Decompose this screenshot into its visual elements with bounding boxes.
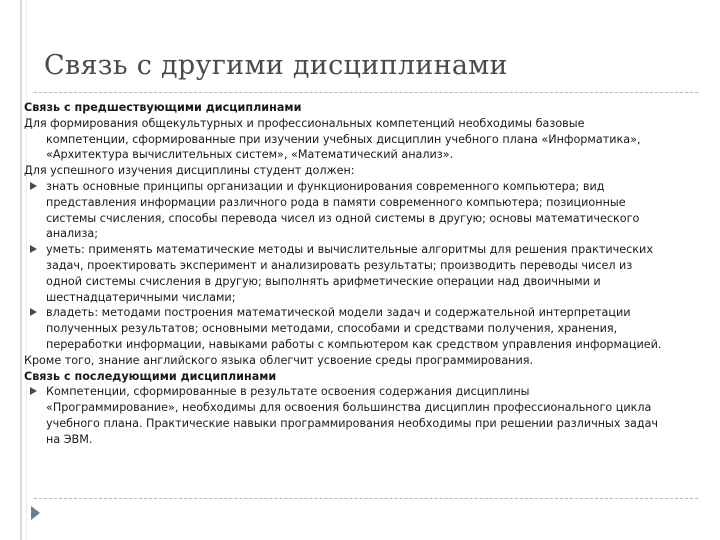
bullet-line: одной системы счисления в другую; выполнять арифметические операции над двоичными и [46, 274, 601, 288]
bullet-know [24, 179, 714, 242]
bullet-line: системы счисления, способы перевода чисел из одной системы в другую; основы математического [46, 211, 640, 225]
intro-line: «Архитектура вычислительных систем», «Математический анализ». [46, 148, 454, 162]
bullet-line: шестнадцатеричными числами; [46, 290, 236, 304]
title-divider [34, 92, 698, 93]
bullet-next [24, 384, 714, 447]
bullet-line: «Программирование», необходимы для освоения большинства дисциплин профессионального цикла [46, 401, 652, 415]
student-must-line: Для успешного изучения дисциплины студент должен: [24, 164, 355, 178]
intro-line: Для формирования общекультурных и профессиональных компетенций необходимы базовые [24, 116, 585, 130]
bullet-line: Компетенции, сформированные в результате освоения содержания дисциплины [46, 385, 530, 399]
slide-body [24, 100, 714, 448]
english-note: Кроме того, знание английского языка облегчит усвоение среды программирования. [24, 353, 534, 367]
bullet-line: задач, проектировать эксперимент и анализировать результаты; производить переводы чисел из [46, 258, 633, 272]
bullet-line: знать основные принципы организации и функционирования современного компьютера; вид [46, 179, 605, 193]
bullet-line: переработки информации, навыками работы с компьютером как средством управления информацией. [46, 337, 662, 351]
bullet-line: анализа; [46, 227, 99, 241]
bullet-line: уметь: применять математические методы и вычислительные алгоритмы для решения практических [46, 243, 653, 257]
intro-paragraph [24, 116, 714, 163]
left-decorative-bar [20, 0, 22, 540]
triangle-bullet-icon [30, 182, 37, 190]
slide-title: Связь с другими дисциплинами [44, 50, 508, 81]
footer-divider [34, 498, 698, 499]
bullet-line: на ЭВМ. [46, 432, 93, 446]
bullet-line: учебного плана. Практические навыки программирования необходимы при решении различных задач [46, 416, 659, 430]
triangle-bullet-icon [30, 308, 37, 316]
bullet-line: представления информации различного рода в памяти современного компьютера; позиционные [46, 195, 626, 209]
bullet-able [24, 242, 714, 305]
triangle-bullet-icon [30, 387, 37, 395]
bullet-line: полученных результатов; основными методами, способами и средствами получения, хранения, [46, 322, 618, 336]
prev-disciplines-heading: Связь с предшествующими дисциплинами [24, 101, 302, 114]
triangle-bullet-icon [30, 245, 37, 253]
next-disciplines-heading: Связь с последующими дисциплинами [24, 369, 277, 383]
bullet-line: владеть: методами построения математической модели задач и содержательной интерпретации [46, 306, 631, 320]
intro-line: компетенции, сформированные при изучении учебных дисциплин учебного плана «Информатика», [46, 132, 641, 146]
next-slide-arrow-icon[interactable] [31, 506, 40, 520]
bullet-master [24, 305, 714, 352]
